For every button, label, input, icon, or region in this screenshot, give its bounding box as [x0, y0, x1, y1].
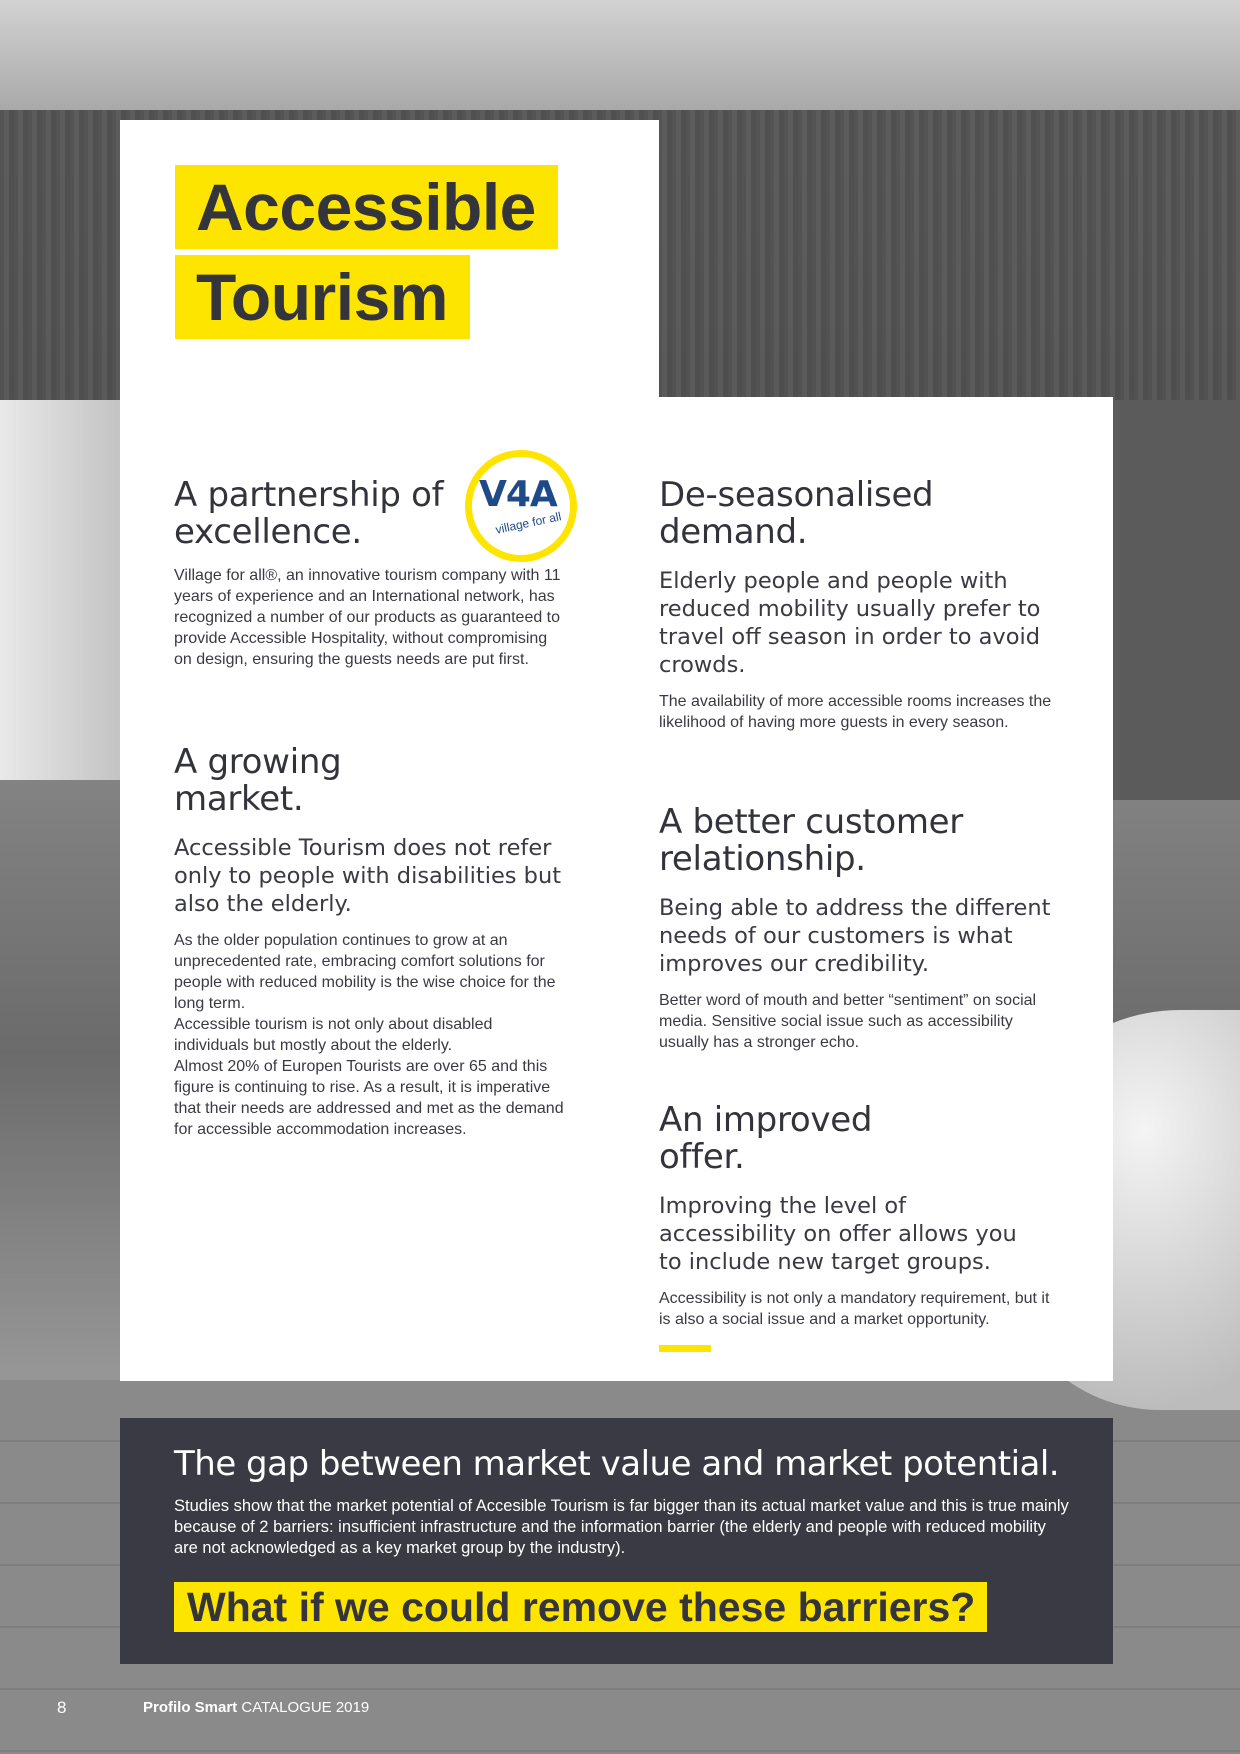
section-customer-relationship: [659, 804, 1054, 1053]
footer-brand: [143, 1699, 369, 1716]
barriers-callout: What if we could remove these barriers?: [174, 1582, 987, 1632]
section-improved-offer: [659, 1102, 1059, 1330]
page-number: 8: [57, 1698, 67, 1717]
body-paragraph: Better word of mouth and better “sentiment” on social media. Sensitive social issue such as accessibility usually has a stronger echo.: [659, 992, 1037, 1051]
body-paragraph: Village for all®, an innovative tourism company with 11 years of experience and an International network, has recognized a number of our products as guaranteed to provide Accessible Hospitality, without compromising on design, ensuring the guests needs are put first.: [174, 567, 561, 668]
section-lead: Elderly people and people with reduced mobility usually prefer to travel off season in order to avoid crowds.: [659, 568, 1041, 678]
body-paragraph: Accessibility is not only a mandatory requirement, but it is also a social issue and a market opportunity.: [659, 1290, 1050, 1328]
section-body: [174, 930, 564, 1140]
section-deseasonalised: [659, 477, 1054, 733]
section-body: [659, 990, 1054, 1053]
section-partnership: [174, 477, 564, 670]
section-lead: Accessible Tourism does not refer only to people with disabilities but also the elderly.: [174, 835, 562, 917]
body-paragraph: As the older population continues to grow at an unprecedented rate, embracing comfort solutions for people with reduced mobility is the wise choice for the long term.: [174, 932, 556, 1012]
section-heading: De-seasonalised demand.: [659, 475, 934, 552]
gap-body: Studies show that the market potential of Accesible Tourism is far bigger than its actual market value and this is true mainly because of 2 barriers: insufficient infrastructure and the information barrier (the elderly and people with reduced mobility are not acknowledged as a key market group by the industry).: [174, 1497, 1069, 1557]
section-lead: Improving the level of accessibility on offer allows you to include new target groups.: [659, 1193, 1017, 1275]
section-body: [659, 691, 1054, 733]
section-body: [659, 1288, 1059, 1330]
section-lead: Being able to address the different needs of our customers is what improves our credibility.: [659, 895, 1051, 977]
title-line-1: Accessible: [175, 165, 558, 249]
page-title: [175, 165, 558, 339]
section-heading: An improved offer.: [659, 1100, 873, 1177]
section-heading: A growing market.: [174, 742, 342, 819]
section-heading: A partnership of excellence.: [174, 475, 444, 552]
body-paragraph: Accessible tourism is not only about disabled individuals but mostly about the elderly.: [174, 1016, 493, 1054]
title-line-2: Tourism: [175, 255, 470, 339]
section-heading: A better customer relationship.: [659, 802, 963, 879]
section-growing-market: [174, 744, 564, 1140]
catalogue-label: CATALOGUE 2019: [241, 1699, 370, 1716]
logo-subtext: village for all: [494, 509, 563, 537]
yellow-divider: [659, 1345, 711, 1352]
body-paragraph: Almost 20% of Europen Tourists are over 65 and this figure is continuing to rise. As a result, it is imperative that their needs are addressed and met as the demand for accessible accommodation increases.: [174, 1058, 564, 1138]
gap-box: [120, 1418, 1113, 1664]
section-body: [174, 565, 564, 670]
brand-name: Profilo Smart: [143, 1699, 238, 1716]
logo-text: V4A: [479, 474, 557, 515]
background-dark-wall: [1110, 400, 1240, 800]
body-paragraph: The availability of more accessible rooms increases the likelihood of having more guests in every season.: [659, 693, 1052, 731]
background-ceiling: [0, 0, 1240, 110]
gap-heading: The gap between market value and market potential.: [174, 1444, 1060, 1484]
background-light-wall: [0, 400, 140, 780]
